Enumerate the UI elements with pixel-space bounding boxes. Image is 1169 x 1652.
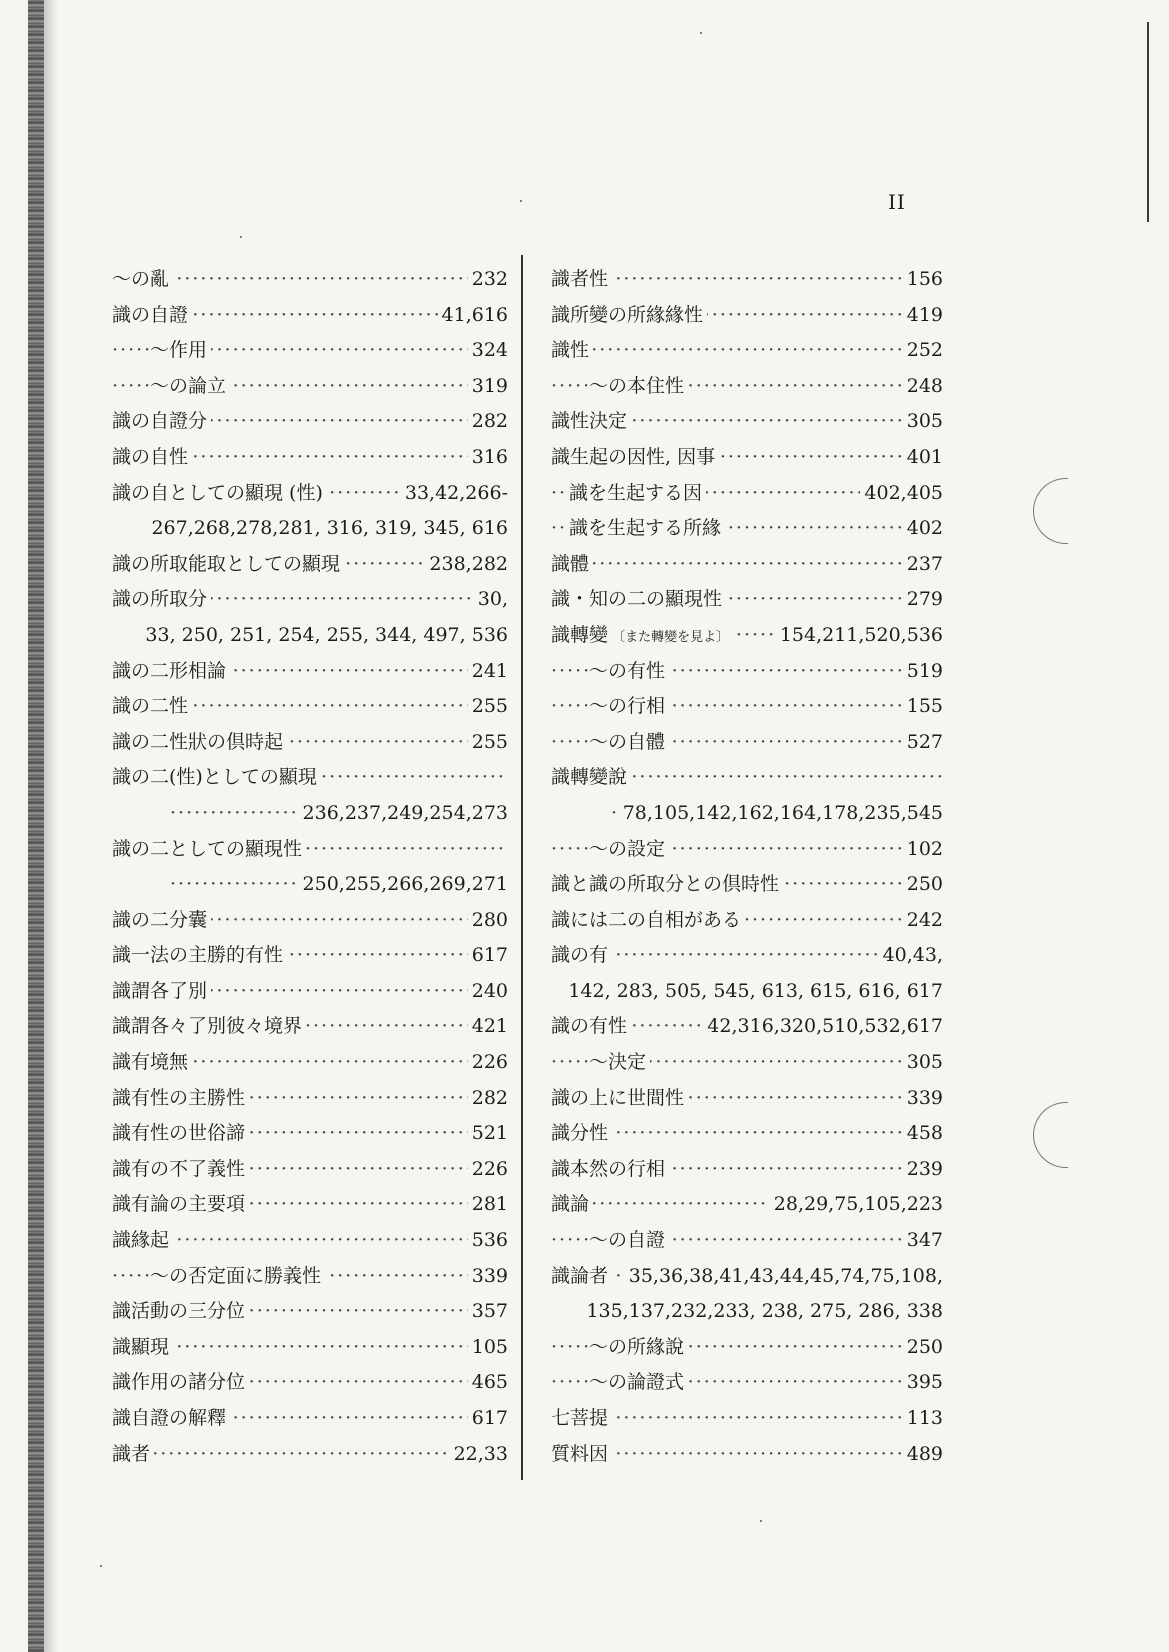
index-term: 識の有性 xyxy=(551,1009,631,1045)
page-references: 395 xyxy=(903,1365,943,1401)
index-entry xyxy=(551,1437,943,1473)
index-term: 識の有 xyxy=(551,938,612,974)
page-references: 113 xyxy=(903,1401,943,1437)
index-term: 識本然の行相 xyxy=(551,1152,669,1188)
page-references: 250 xyxy=(903,867,943,903)
index-term: 識所變の所緣緣性 xyxy=(551,298,707,334)
index-term: 識體 xyxy=(551,547,593,583)
page-references: 305 xyxy=(903,1045,943,1081)
index-entry xyxy=(551,333,943,369)
page-references: 319 xyxy=(468,369,508,405)
index-entry xyxy=(551,1009,943,1045)
index-term: ～の自體 xyxy=(589,725,669,761)
page-references: 465 xyxy=(468,1365,508,1401)
page-number: II xyxy=(888,190,906,214)
index-term: ～の否定面に勝義性 xyxy=(150,1259,325,1295)
index-entry xyxy=(112,369,508,405)
page-references: 242 xyxy=(903,903,943,939)
page-references: 33,42,266- xyxy=(401,476,508,512)
index-term: 識有境無 xyxy=(112,1045,192,1081)
index-term: 識の二性 xyxy=(112,689,192,725)
index-entry xyxy=(112,547,508,583)
index-term: 識者性 xyxy=(551,262,612,298)
index-column-right xyxy=(551,262,943,1472)
page-references: 252 xyxy=(903,333,943,369)
page-references: 421 xyxy=(468,1009,508,1045)
index-term: ～決定 xyxy=(589,1045,650,1081)
binding-shadow xyxy=(44,0,58,1652)
index-term: ～の有性 xyxy=(589,654,669,690)
index-term: 識を生起する所緣 xyxy=(569,511,725,547)
index-term: 識の二(性)としての顯現 xyxy=(112,760,321,796)
index-term: 識の所取分 xyxy=(112,582,211,618)
index-term: 識有論の主要項 xyxy=(112,1187,249,1223)
page-references: 102 xyxy=(903,832,943,868)
index-term: 識論者 xyxy=(551,1259,612,1295)
page-references: 42,316,320,510,532,617 xyxy=(703,1009,943,1045)
page-references: 156 xyxy=(903,262,943,298)
index-term: 識性 xyxy=(551,333,593,369)
page-references: 305 xyxy=(903,404,943,440)
page-references: 357 xyxy=(468,1294,508,1330)
index-entry xyxy=(112,1116,508,1152)
index-entry xyxy=(551,476,943,512)
index-term: 識の自性 xyxy=(112,440,192,476)
index-entry xyxy=(112,1294,508,1330)
index-term: ～の亂 xyxy=(112,262,173,298)
page-references: 519 xyxy=(903,654,943,690)
page-references: 255 xyxy=(468,689,508,725)
index-entry xyxy=(551,1330,943,1366)
page-references: 232 xyxy=(468,262,508,298)
index-entry xyxy=(551,796,943,832)
page-references: 339 xyxy=(903,1081,943,1117)
index-entry xyxy=(551,1401,943,1437)
page-references: 154,211,520,536 xyxy=(776,618,943,654)
index-term: 識生起の因性, 因事 xyxy=(551,440,719,476)
index-entry xyxy=(112,618,508,654)
scan-artifact-arc xyxy=(1033,478,1068,544)
index-entry xyxy=(112,1437,508,1473)
index-entry xyxy=(551,689,943,725)
index-term: ～の自證 xyxy=(589,1223,669,1259)
page-references: 155 xyxy=(903,689,943,725)
page-references: 41,616 xyxy=(438,298,508,334)
index-term: 識の二としての顯現性 xyxy=(112,832,306,868)
page-references: 402 xyxy=(903,511,943,547)
page-references: 238,282 xyxy=(425,547,508,583)
index-entry xyxy=(551,1259,943,1295)
page-references: 241 xyxy=(468,654,508,690)
index-entry xyxy=(112,333,508,369)
index-entry xyxy=(112,476,508,512)
scan-speck xyxy=(760,1520,762,1522)
index-entry xyxy=(551,440,943,476)
index-entry xyxy=(112,760,508,796)
index-term: 識緣起 xyxy=(112,1223,173,1259)
scan-artifact-arc xyxy=(1033,1102,1068,1168)
index-entry xyxy=(112,1045,508,1081)
index-column-left xyxy=(112,262,508,1472)
index-entry xyxy=(112,298,508,334)
index-entry xyxy=(112,725,508,761)
page-references: 324 xyxy=(468,333,508,369)
index-entry xyxy=(551,725,943,761)
page-references: 248 xyxy=(903,369,943,405)
index-term: 識謂各々了別彼々境界 xyxy=(112,1009,306,1045)
index-term: 識顯現 xyxy=(112,1330,173,1366)
cross-reference-note: 〔また轉變を見よ〕 xyxy=(608,629,730,645)
page-references: 226 xyxy=(468,1152,508,1188)
page-edge-rule xyxy=(1147,22,1149,222)
index-term: 識分性 xyxy=(551,1116,612,1152)
page-references: 617 xyxy=(468,938,508,974)
index-term: 識の自證 xyxy=(112,298,192,334)
index-entry xyxy=(112,511,508,547)
index-entry xyxy=(551,867,943,903)
page-references: 489 xyxy=(903,1437,943,1473)
index-entry xyxy=(551,654,943,690)
index-entry xyxy=(551,1045,943,1081)
scan-speck xyxy=(700,32,702,34)
index-entry xyxy=(551,298,943,334)
index-term: 識には二の自相がある xyxy=(551,903,745,939)
index-term: 質料因 xyxy=(551,1437,612,1473)
index-term: 識者 xyxy=(112,1437,154,1473)
index-entry xyxy=(112,938,508,974)
index-entry xyxy=(112,1259,508,1295)
column-divider xyxy=(521,255,523,1480)
page-references: 236,237,249,254,273 xyxy=(299,796,508,832)
page-references: 281 xyxy=(468,1187,508,1223)
index-entry xyxy=(112,1081,508,1117)
index-entry xyxy=(551,511,943,547)
book-binding-edge xyxy=(28,0,44,1652)
page-references: 22,33 xyxy=(450,1437,508,1473)
index-entry xyxy=(112,1401,508,1437)
index-entry xyxy=(112,1365,508,1401)
page-references: 267,268,278,281, 316, 319, 345, 616 xyxy=(147,511,508,547)
index-term: 識の所取能取としての顯現 xyxy=(112,547,344,583)
index-entry xyxy=(112,404,508,440)
index-term: ～の設定 xyxy=(589,832,669,868)
page-references: 28,29,75,105,223 xyxy=(770,1187,943,1223)
index-entry xyxy=(112,974,508,1010)
index-entry xyxy=(551,760,943,796)
page-references: 226 xyxy=(468,1045,508,1081)
index-term: 識自證の解釋 xyxy=(112,1401,230,1437)
page-references: 282 xyxy=(468,404,508,440)
index-term: 識の二形相論 xyxy=(112,654,230,690)
dot-leader xyxy=(551,547,943,583)
dot-leader xyxy=(112,1437,508,1473)
index-term: 識一法の主勝的有性 xyxy=(112,938,287,974)
index-entry xyxy=(112,654,508,690)
index-term: 識論 xyxy=(551,1187,593,1223)
page-references: 250,255,266,269,271 xyxy=(299,867,508,903)
dot-leader xyxy=(551,333,943,369)
page-references: 142, 283, 505, 545, 613, 615, 616, 617 xyxy=(564,974,943,1010)
page-references: 78,105,142,162,164,178,235,545 xyxy=(619,796,943,832)
page-references: 536 xyxy=(468,1223,508,1259)
index-entry xyxy=(112,1152,508,1188)
index-entry xyxy=(551,1187,943,1223)
index-entry xyxy=(551,369,943,405)
page-references: 401 xyxy=(903,440,943,476)
index-entry xyxy=(112,1223,508,1259)
page-references: 617 xyxy=(468,1401,508,1437)
index-term: ～の行相 xyxy=(589,689,669,725)
page-references: 402,405 xyxy=(860,476,943,512)
page-references: 105 xyxy=(468,1330,508,1366)
index-term: 識を生起する因 xyxy=(569,476,706,512)
page-references: 521 xyxy=(468,1116,508,1152)
index-entry xyxy=(112,1187,508,1223)
index-entry xyxy=(551,1152,943,1188)
page-references: 279 xyxy=(903,582,943,618)
page-references: 419 xyxy=(903,298,943,334)
scan-speck xyxy=(240,236,242,238)
page-references: 458 xyxy=(903,1116,943,1152)
page-references: 316 xyxy=(468,440,508,476)
index-term: 識・知の二の顯現性 xyxy=(551,582,726,618)
index-entry xyxy=(551,903,943,939)
index-term: 識謂各了別 xyxy=(112,974,211,1010)
page-references: 250 xyxy=(903,1330,943,1366)
page-references: 135,137,232,233, 238, 275, 286, 338 xyxy=(582,1294,943,1330)
page-references: 255 xyxy=(468,725,508,761)
index-term: 識の二性狀の倶時起 xyxy=(112,725,287,761)
index-term: 識の上に世間性 xyxy=(551,1081,688,1117)
page-references: 527 xyxy=(903,725,943,761)
page-references: 339 xyxy=(468,1259,508,1295)
index-entry xyxy=(112,796,508,832)
page-references: 282 xyxy=(468,1081,508,1117)
page-references: 239 xyxy=(903,1152,943,1188)
index-term: 識の二分囊 xyxy=(112,903,211,939)
page-references: 33, 250, 251, 254, 255, 344, 497, 536 xyxy=(141,618,508,654)
index-term: 識轉變說 xyxy=(551,760,631,796)
page-references: 35,36,38,41,43,44,45,74,75,108, xyxy=(625,1259,943,1295)
index-term: 識轉變 〔また轉變を見よ〕 xyxy=(551,618,733,656)
page-references: 237 xyxy=(903,547,943,583)
index-entry xyxy=(112,262,508,298)
index-entry xyxy=(551,1081,943,1117)
index-term: 識活動の三分位 xyxy=(112,1294,249,1330)
index-entry xyxy=(551,404,943,440)
index-entry xyxy=(551,1223,943,1259)
index-term: ～の論立 xyxy=(150,369,230,405)
index-entry xyxy=(112,1330,508,1366)
index-term: 識の自としての顯現 (性) xyxy=(112,476,327,512)
index-entry xyxy=(551,1294,943,1330)
index-entry xyxy=(551,938,943,974)
index-term: ～の論證式 xyxy=(589,1365,688,1401)
index-entry xyxy=(551,547,943,583)
index-entry xyxy=(551,262,943,298)
page-references: 347 xyxy=(903,1223,943,1259)
page-references: 280 xyxy=(468,903,508,939)
index-term: 識の自證分 xyxy=(112,404,211,440)
index-entry xyxy=(551,618,943,654)
index-entry xyxy=(551,1365,943,1401)
scan-speck xyxy=(520,200,522,202)
page-references: 30, xyxy=(474,582,508,618)
index-entry xyxy=(112,867,508,903)
index-entry xyxy=(112,440,508,476)
index-entry xyxy=(551,832,943,868)
index-entry xyxy=(112,832,508,868)
index-entry xyxy=(112,1009,508,1045)
scan-speck xyxy=(100,1565,102,1567)
index-entry xyxy=(551,974,943,1010)
index-entry xyxy=(551,1116,943,1152)
index-entry xyxy=(112,903,508,939)
index-term: 識有性の世俗諦 xyxy=(112,1116,249,1152)
page-references: 40,43, xyxy=(879,938,943,974)
index-entry xyxy=(551,582,943,618)
index-term: 識有性の主勝性 xyxy=(112,1081,249,1117)
index-term: 七菩提 xyxy=(551,1401,612,1437)
index-term: 識有の不了義性 xyxy=(112,1152,249,1188)
index-term: ～の本住性 xyxy=(589,369,688,405)
page-references: 240 xyxy=(468,974,508,1010)
index-term: ～の所緣說 xyxy=(589,1330,688,1366)
index-term: 識作用の諸分位 xyxy=(112,1365,249,1401)
index-term: ～作用 xyxy=(150,333,211,369)
index-entry xyxy=(112,689,508,725)
index-term: 識性決定 xyxy=(551,404,631,440)
index-entry xyxy=(112,582,508,618)
index-term: 識と識の所取分との倶時性 xyxy=(551,867,783,903)
